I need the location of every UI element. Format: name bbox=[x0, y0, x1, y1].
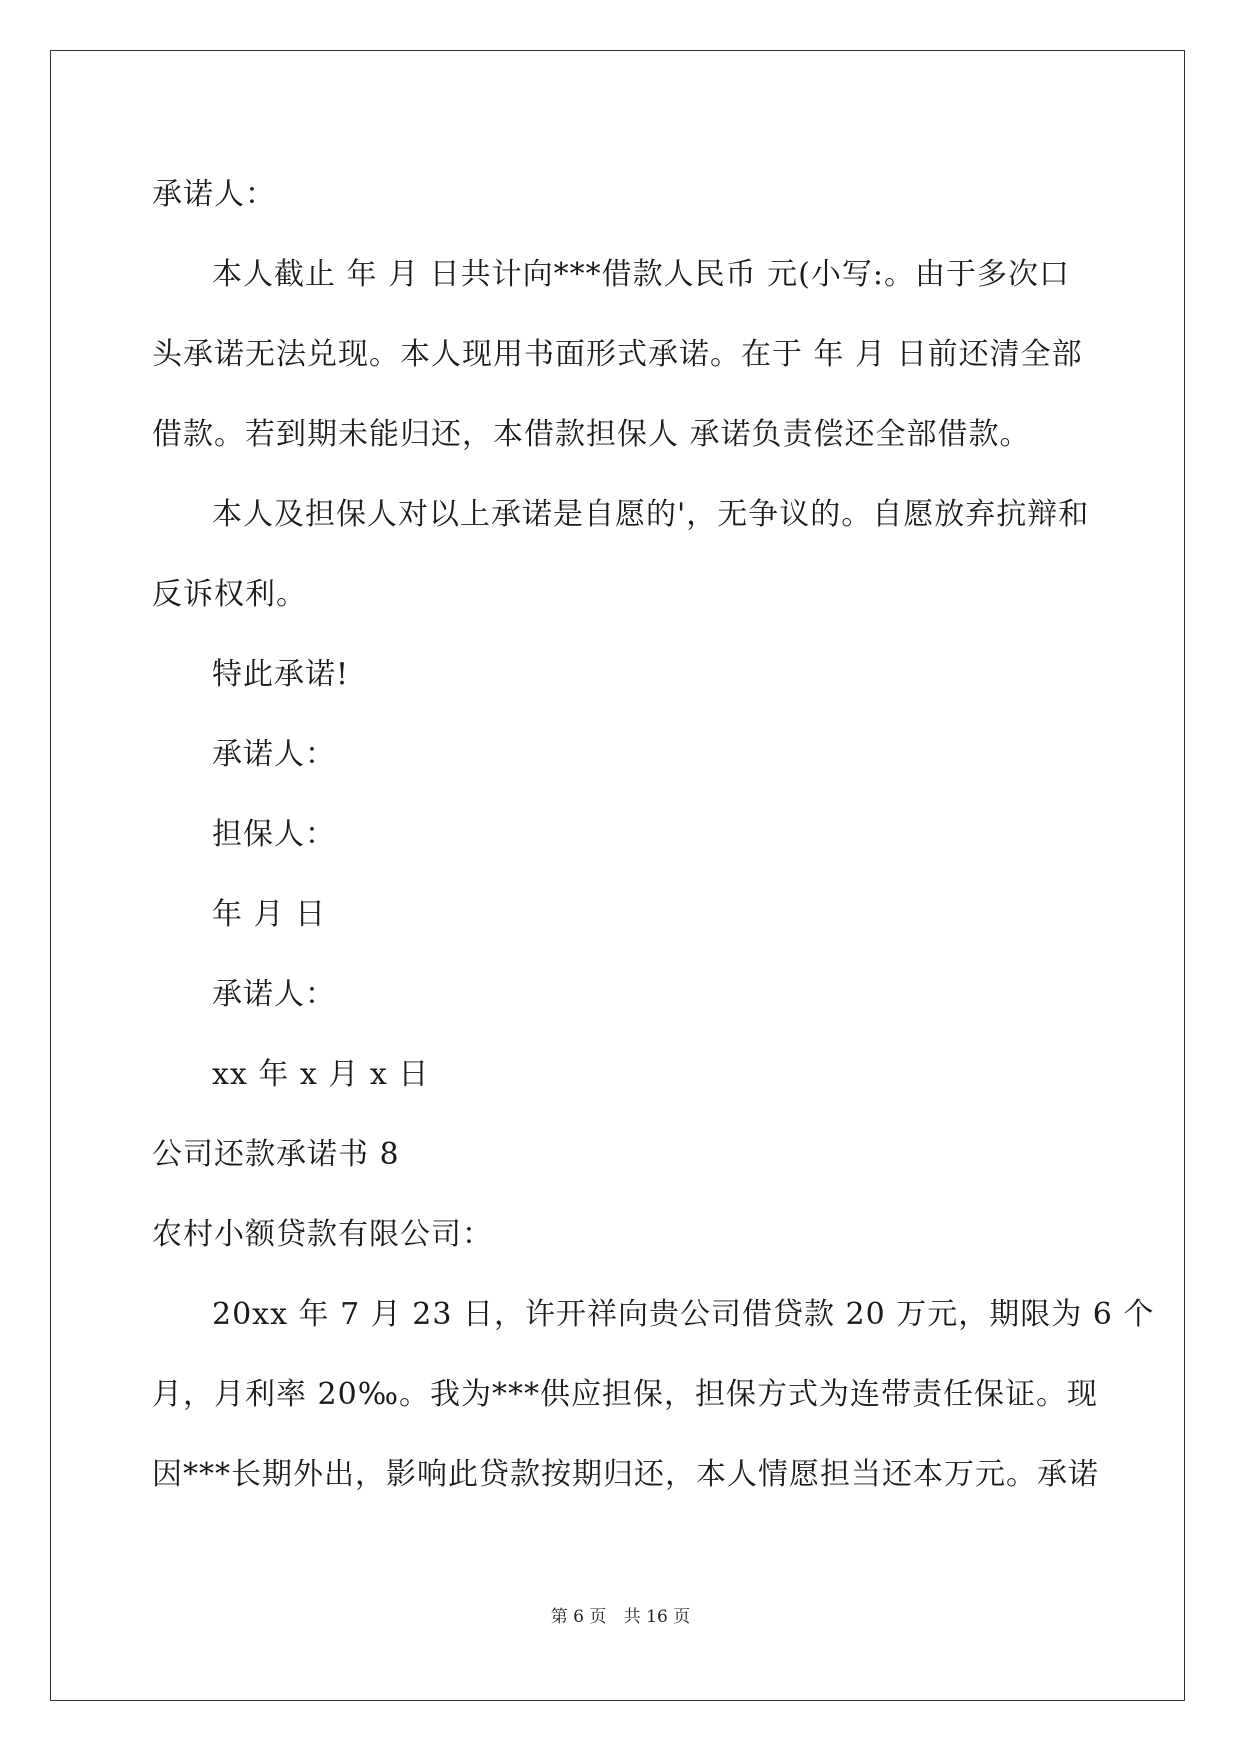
guarantor-signature: 担保人： bbox=[212, 817, 336, 852]
promisor-signature: 承诺人： bbox=[212, 737, 336, 772]
paragraph-line: 20xx 年 7 月 23 日，许开祥向贵公司借贷款 20 万元，期限为 6 个 bbox=[212, 1297, 1155, 1332]
paragraph-line: 月，月利率 20‰。我为***供应担保，担保方式为连带责任保证。现 bbox=[152, 1377, 1098, 1412]
paragraph-line: 本人截止 年 月 日共计向***借款人民币 元(小写:。由于多次口 bbox=[212, 257, 1070, 292]
addressee: 农村小额贷款有限公司： bbox=[152, 1217, 493, 1252]
page-total: 共 16 页 bbox=[623, 1607, 691, 1627]
paragraph-line: 借款。若到期未能归还，本借款担保人 承诺负责偿还全部借款。 bbox=[152, 417, 1031, 452]
page-footer bbox=[0, 1605, 1241, 1629]
paragraph-line: 头承诺无法兑现。本人现用书面形式承诺。在于 年 月 日前还清全部 bbox=[152, 337, 1083, 372]
paragraph-line: 反诉权利。 bbox=[152, 577, 307, 612]
promisor-label: 承诺人： bbox=[152, 177, 276, 212]
paragraph-line: 因***长期外出，影响此贷款按期归还，本人情愿担当还本万元。承诺 bbox=[152, 1457, 1099, 1492]
page-border bbox=[50, 50, 1185, 1701]
promisor-signature: 承诺人： bbox=[212, 977, 336, 1012]
section-title: 公司还款承诺书 8 bbox=[152, 1137, 400, 1172]
paragraph-line: 本人及担保人对以上承诺是自愿的'，无争议的。自愿放弃抗辩和 bbox=[212, 497, 1090, 532]
closing-statement: 特此承诺! bbox=[212, 657, 350, 692]
page-number: 第 6 页 bbox=[550, 1607, 607, 1627]
date-line: 年 月 日 bbox=[212, 897, 327, 932]
date-line: xx 年 x 月 x 日 bbox=[212, 1057, 430, 1092]
